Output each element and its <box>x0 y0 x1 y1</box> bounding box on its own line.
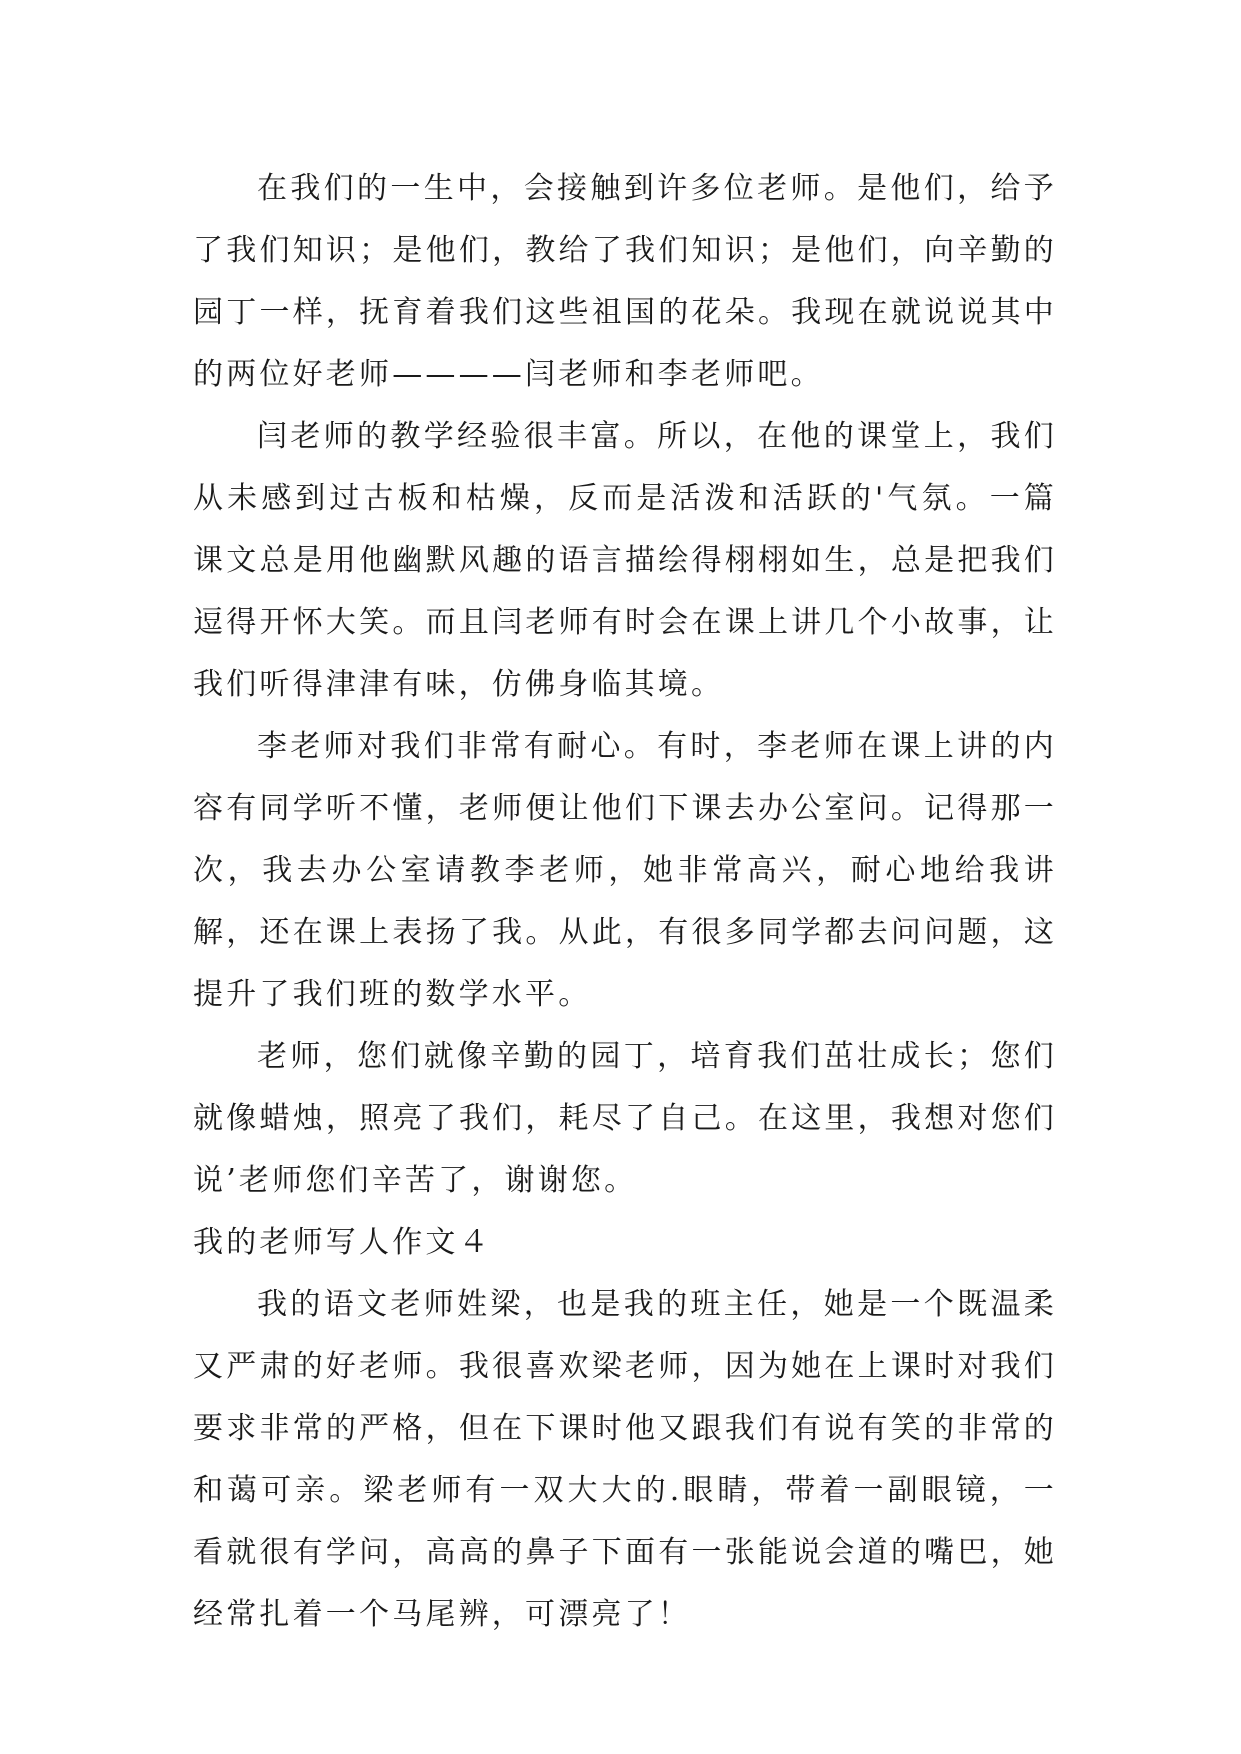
paragraph-teacher-li: 李老师对我们非常有耐心。有时，李老师在课上讲的内容有同学听不懂，老师便让他们下课去办公室问。记得那一次，我去办公室请教李老师，她非常高兴，耐心地给我讲解，还在课上表扬了我。从此，有很多同学都去问问题，这提升了我们班的数学水平。 <box>193 729 1057 1012</box>
paragraph-closing: 老师，您们就像辛勤的园丁，培育我们茁壮成长；您们就像蜡烛，照亮了我们，耗尽了自己。在这里，我想对您们说’老师您们辛苦了，谢谢您。 <box>193 1039 1057 1198</box>
paragraph-intro: 在我们的一生中，会接触到许多位老师。是他们，给予了我们知识；是他们，教给了我们知识；是他们，向辛勤的园丁一样，抚育着我们这些祖国的花朵。我现在就说说其中的两位好老师————闫老师和李老师吧。 <box>193 171 1057 392</box>
paragraph-teacher-yan: 闫老师的教学经验很丰富。所以，在他的课堂上，我们从未感到过古板和枯燥，反而是活泼和活跃的'气氛。一篇课文总是用他幽默风趣的语言描绘得栩栩如生，总是把我们逗得开怀大笑。而且闫老师有时会在课上讲几个小故事，让我们听得津津有味，仿佛身临其境。 <box>193 419 1057 702</box>
document-page <box>193 158 1057 1646</box>
paragraph-teacher-liang: 我的语文老师姓梁，也是我的班主任，她是一个既温柔又严肃的好老师。我很喜欢梁老师，因为她在上课时对我们要求非常的严格，但在下课时他又跟我们有说有笑的非常的和蔼可亲。梁老师有一双大大的.眼睛，带着一副眼镜，一看就很有学问，高高的鼻子下面有一张能说会道的嘴巴，她经常扎着一个马尾辨，可漂亮了！ <box>193 1287 1057 1632</box>
essay-heading: 我的老师写人作文４ <box>193 1225 492 1260</box>
